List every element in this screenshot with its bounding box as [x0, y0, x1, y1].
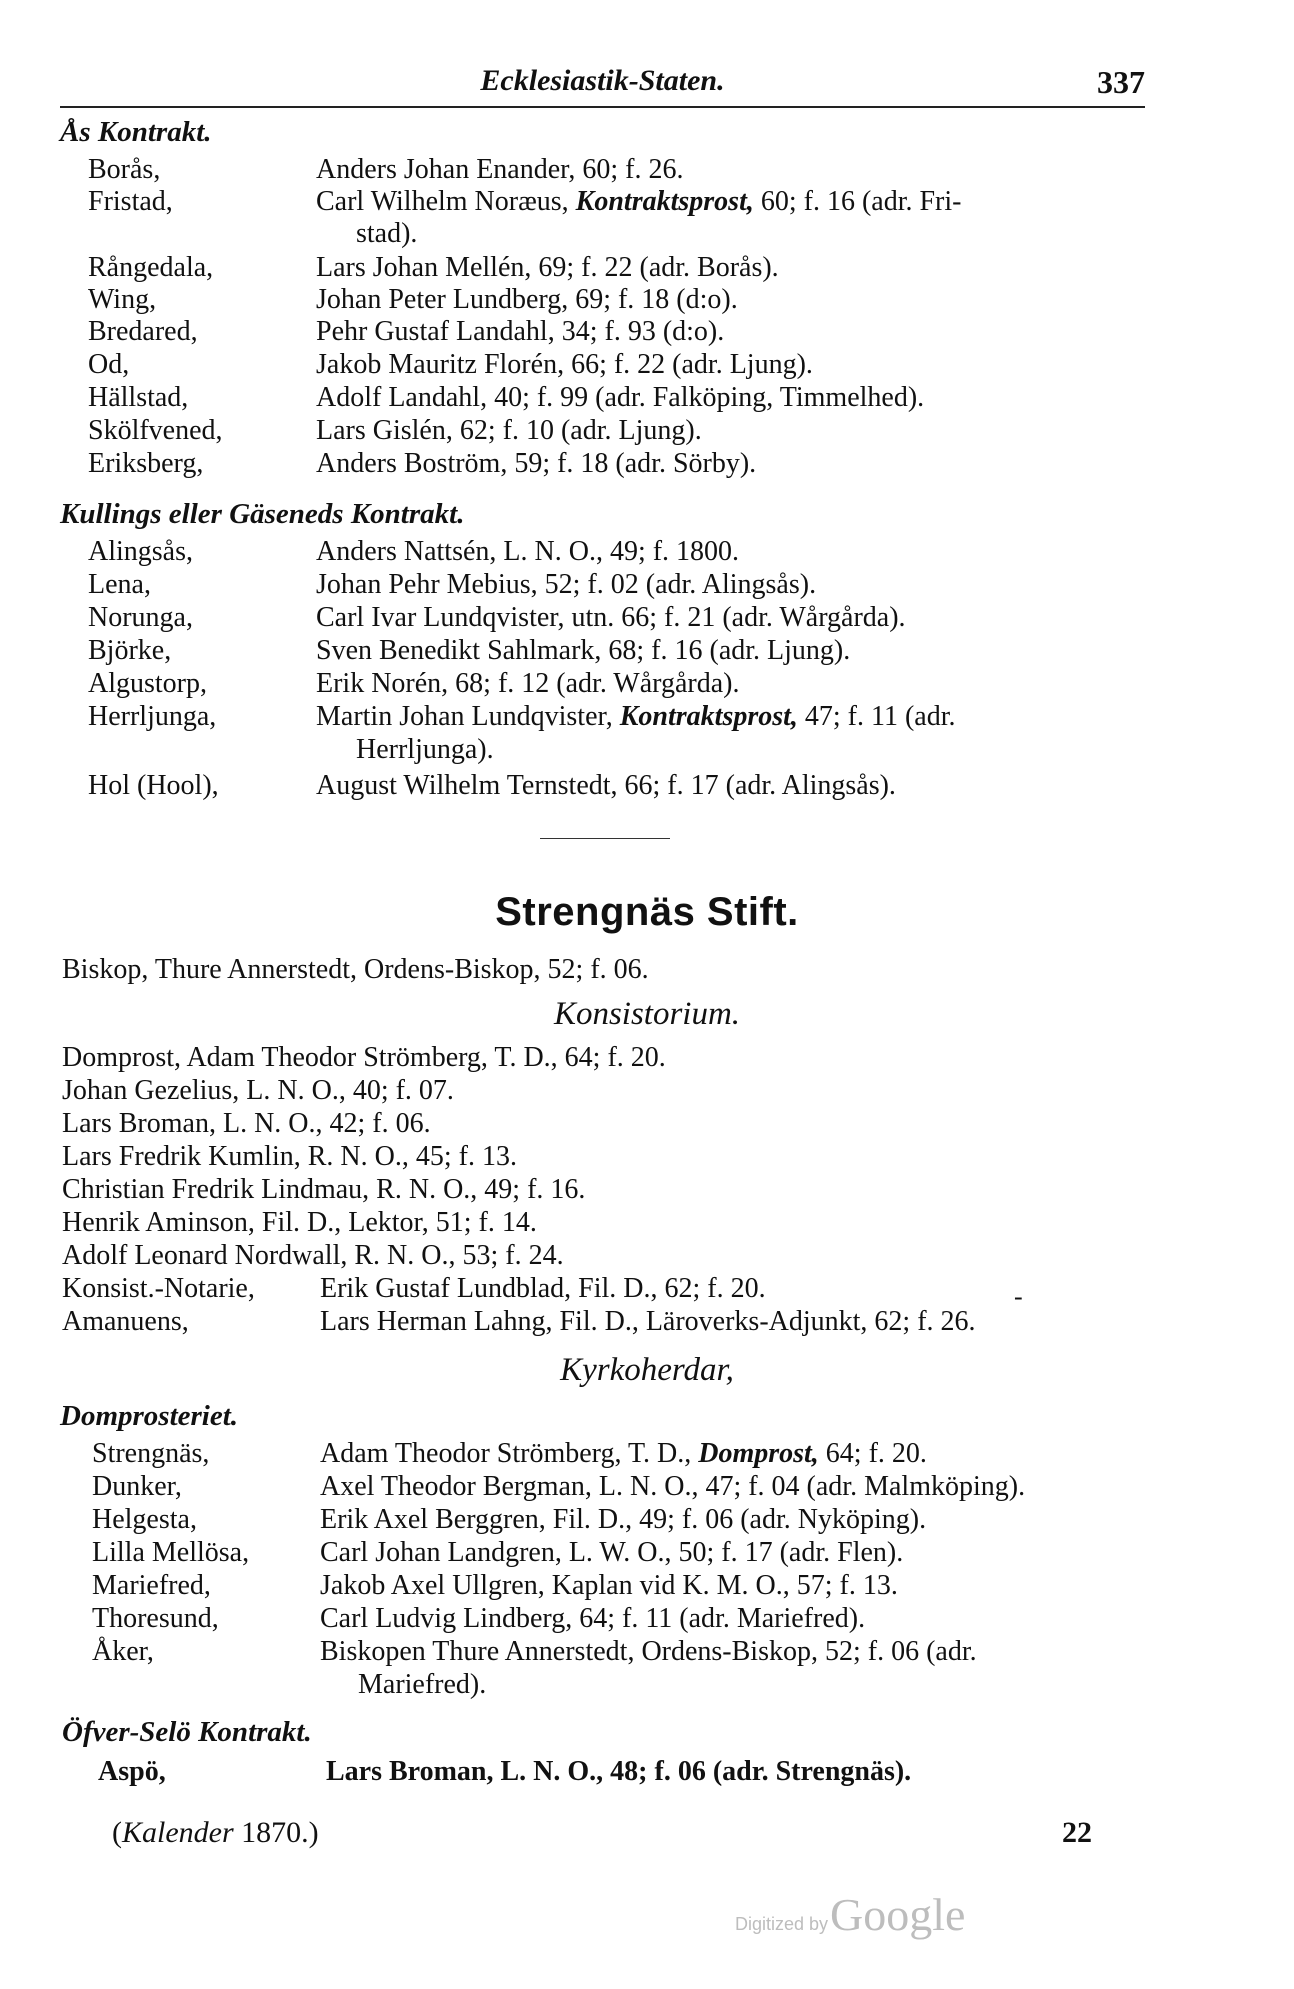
- stray-mark: -: [1014, 1282, 1023, 1311]
- clergy-entry: Lars Gislén, 62; f. 10 (adr. Ljung).: [316, 415, 702, 446]
- section-divider: [540, 838, 670, 839]
- parish-name: Alingsås,: [88, 536, 193, 567]
- google-logo: Google: [830, 1889, 966, 1940]
- parish-name: Borås,: [88, 154, 161, 185]
- stift-title: Strengnäs Stift.: [495, 890, 799, 934]
- clergy-entry: August Wilhelm Ternstedt, 66; f. 17 (adr. Alingsås).: [316, 770, 896, 801]
- kalender-note: (Kalender 1870.): [112, 1816, 319, 1849]
- kyrkoherdar-heading: Kyrkoherdar,: [560, 1352, 734, 1388]
- domprosteriet-heading: Domprosteriet.: [60, 1400, 239, 1432]
- role-entry: Lars Herman Lahng, Fil. D., Läroverks-Adjunkt, 62; f. 26.: [320, 1306, 976, 1337]
- clergy-entry: Sven Benedikt Sahlmark, 68; f. 16 (adr. Ljung).: [316, 635, 851, 666]
- kullings-kontrakt-heading: Kullings eller Gäseneds Kontrakt.: [60, 498, 465, 530]
- clergy-entry: Carl Ivar Lundqvister, utn. 66; f. 21 (adr. Wårgårda).: [316, 602, 906, 633]
- clergy-entry: Carl Ludvig Lindberg, 64; f. 11 (adr. Mariefred).: [320, 1603, 866, 1634]
- clergy-entry: Adolf Landahl, 40; f. 99 (adr. Falköping, Timmelhed).: [316, 382, 925, 413]
- clergy-entry: Pehr Gustaf Landahl, 34; f. 93 (d:o).: [316, 316, 725, 347]
- parish-name: Eriksberg,: [88, 448, 204, 479]
- parish-name: Wing,: [88, 284, 157, 315]
- page-number: 337: [1097, 64, 1145, 100]
- title-kontraktsprost: Kontraktsprost,: [619, 701, 798, 732]
- as-kontrakt-heading: Ås Kontrakt.: [60, 116, 212, 148]
- list-item: Adolf Leonard Nordwall, R. N. O., 53; f. 24.: [62, 1240, 564, 1271]
- clergy-entry: Carl Wilhelm Noræus, Kontraktsprost, 60; f. 16 (adr. Fri-: [316, 186, 962, 217]
- parish-name: Helgesta,: [92, 1504, 197, 1535]
- clergy-entry: Erik Axel Berggren, Fil. D., 49; f. 06 (adr. Nyköping).: [320, 1504, 927, 1535]
- clergy-entry: Erik Norén, 68; f. 12 (adr. Wårgårda).: [316, 668, 740, 699]
- role-label: Konsist.-Notarie,: [62, 1273, 255, 1304]
- parish-name: Skölfvened,: [88, 415, 223, 446]
- running-header: [60, 64, 1145, 108]
- parish-name: Algustorp,: [88, 668, 207, 699]
- clergy-entry: Johan Pehr Mebius, 52; f. 02 (adr. Alingsås).: [316, 569, 817, 600]
- parish-name: Od,: [88, 349, 130, 380]
- parish-name: Lena,: [88, 569, 151, 600]
- list-item: Christian Fredrik Lindmau, R. N. O., 49; f. 16.: [62, 1174, 586, 1205]
- parish-name: Herrljunga,: [88, 701, 217, 732]
- clergy-entry: Anders Boström, 59; f. 18 (adr. Sörby).: [316, 448, 757, 479]
- clergy-entry: Lars Broman, L. N. O., 48; f. 06 (adr. Strengnäs).: [326, 1756, 912, 1787]
- list-item: Henrik Aminson, Fil. D., Lektor, 51; f. 14.: [62, 1207, 537, 1238]
- clergy-entry: Carl Johan Landgren, L. W. O., 50; f. 17 (adr. Flen).: [320, 1537, 904, 1568]
- clergy-entry: Anders Nattsén, L. N. O., 49; f. 1800.: [316, 536, 740, 567]
- ofver-selo-heading: Öfver-Selö Kontrakt.: [62, 1716, 312, 1748]
- running-title: Ecklesiastik-Staten.: [480, 64, 725, 97]
- parish-name: Björke,: [88, 635, 172, 666]
- parish-name: Åker,: [92, 1636, 154, 1667]
- biskop-line: Biskop, Thure Annerstedt, Ordens-Biskop, 52; f. 06.: [62, 954, 649, 985]
- clergy-entry: Johan Peter Lundberg, 69; f. 18 (d:o).: [316, 284, 738, 315]
- entry-continuation: Mariefred).: [358, 1669, 487, 1700]
- clergy-entry: Lars Johan Mellén, 69; f. 22 (adr. Borås).: [316, 252, 779, 283]
- entry-continuation: Herrljunga).: [356, 734, 494, 765]
- parish-name: Hol (Hool),: [88, 770, 219, 801]
- clergy-entry: Jakob Mauritz Florén, 66; f. 22 (adr. Ljung).: [316, 349, 813, 380]
- parish-name: Norunga,: [88, 602, 193, 633]
- parish-name: Rångedala,: [88, 252, 214, 283]
- parish-name: Lilla Mellösa,: [92, 1537, 250, 1568]
- clergy-entry: Axel Theodor Bergman, L. N. O., 47; f. 04 (adr. Malmköping).: [320, 1471, 1026, 1502]
- role-entry: Erik Gustaf Lundblad, Fil. D., 62; f. 20.: [320, 1273, 766, 1304]
- signature-mark: 22: [1062, 1816, 1092, 1849]
- clergy-entry: Jakob Axel Ullgren, Kaplan vid K. M. O., 57; f. 13.: [320, 1570, 898, 1601]
- clergy-entry: Adam Theodor Strömberg, T. D., Domprost, 64; f. 20.: [320, 1438, 927, 1469]
- parish-name: Mariefred,: [92, 1570, 211, 1601]
- entry-continuation: stad).: [356, 218, 418, 249]
- parish-name: Dunker,: [92, 1471, 182, 1502]
- clergy-entry: Biskopen Thure Annerstedt, Ordens-Biskop, 52; f. 06 (adr.: [320, 1636, 977, 1667]
- clergy-entry: Anders Johan Enander, 60; f. 26.: [316, 154, 684, 185]
- title-domprost: Domprost,: [698, 1438, 819, 1469]
- digitized-watermark: Digitized byGoogle: [735, 1889, 966, 1940]
- parish-name: Strengnäs,: [92, 1438, 210, 1469]
- list-item: Lars Broman, L. N. O., 42; f. 06.: [62, 1108, 431, 1139]
- list-item: Lars Fredrik Kumlin, R. N. O., 45; f. 13.: [62, 1141, 517, 1172]
- konsistorium-heading: Konsistorium.: [553, 996, 741, 1032]
- parish-name: Fristad,: [88, 186, 173, 217]
- role-label: Amanuens,: [62, 1306, 189, 1337]
- list-item: Domprost, Adam Theodor Strömberg, T. D., 64; f. 20.: [62, 1042, 666, 1073]
- parish-name: Bredared,: [88, 316, 198, 347]
- parish-name: Hällstad,: [88, 382, 189, 413]
- clergy-entry: Martin Johan Lundqvister, Kontraktsprost, 47; f. 11 (adr.: [316, 701, 956, 732]
- parish-name: Aspö,: [98, 1756, 166, 1787]
- list-item: Johan Gezelius, L. N. O., 40; f. 07.: [62, 1075, 454, 1106]
- parish-name: Thoresund,: [92, 1603, 219, 1634]
- title-kontraktsprost: Kontraktsprost,: [575, 186, 754, 217]
